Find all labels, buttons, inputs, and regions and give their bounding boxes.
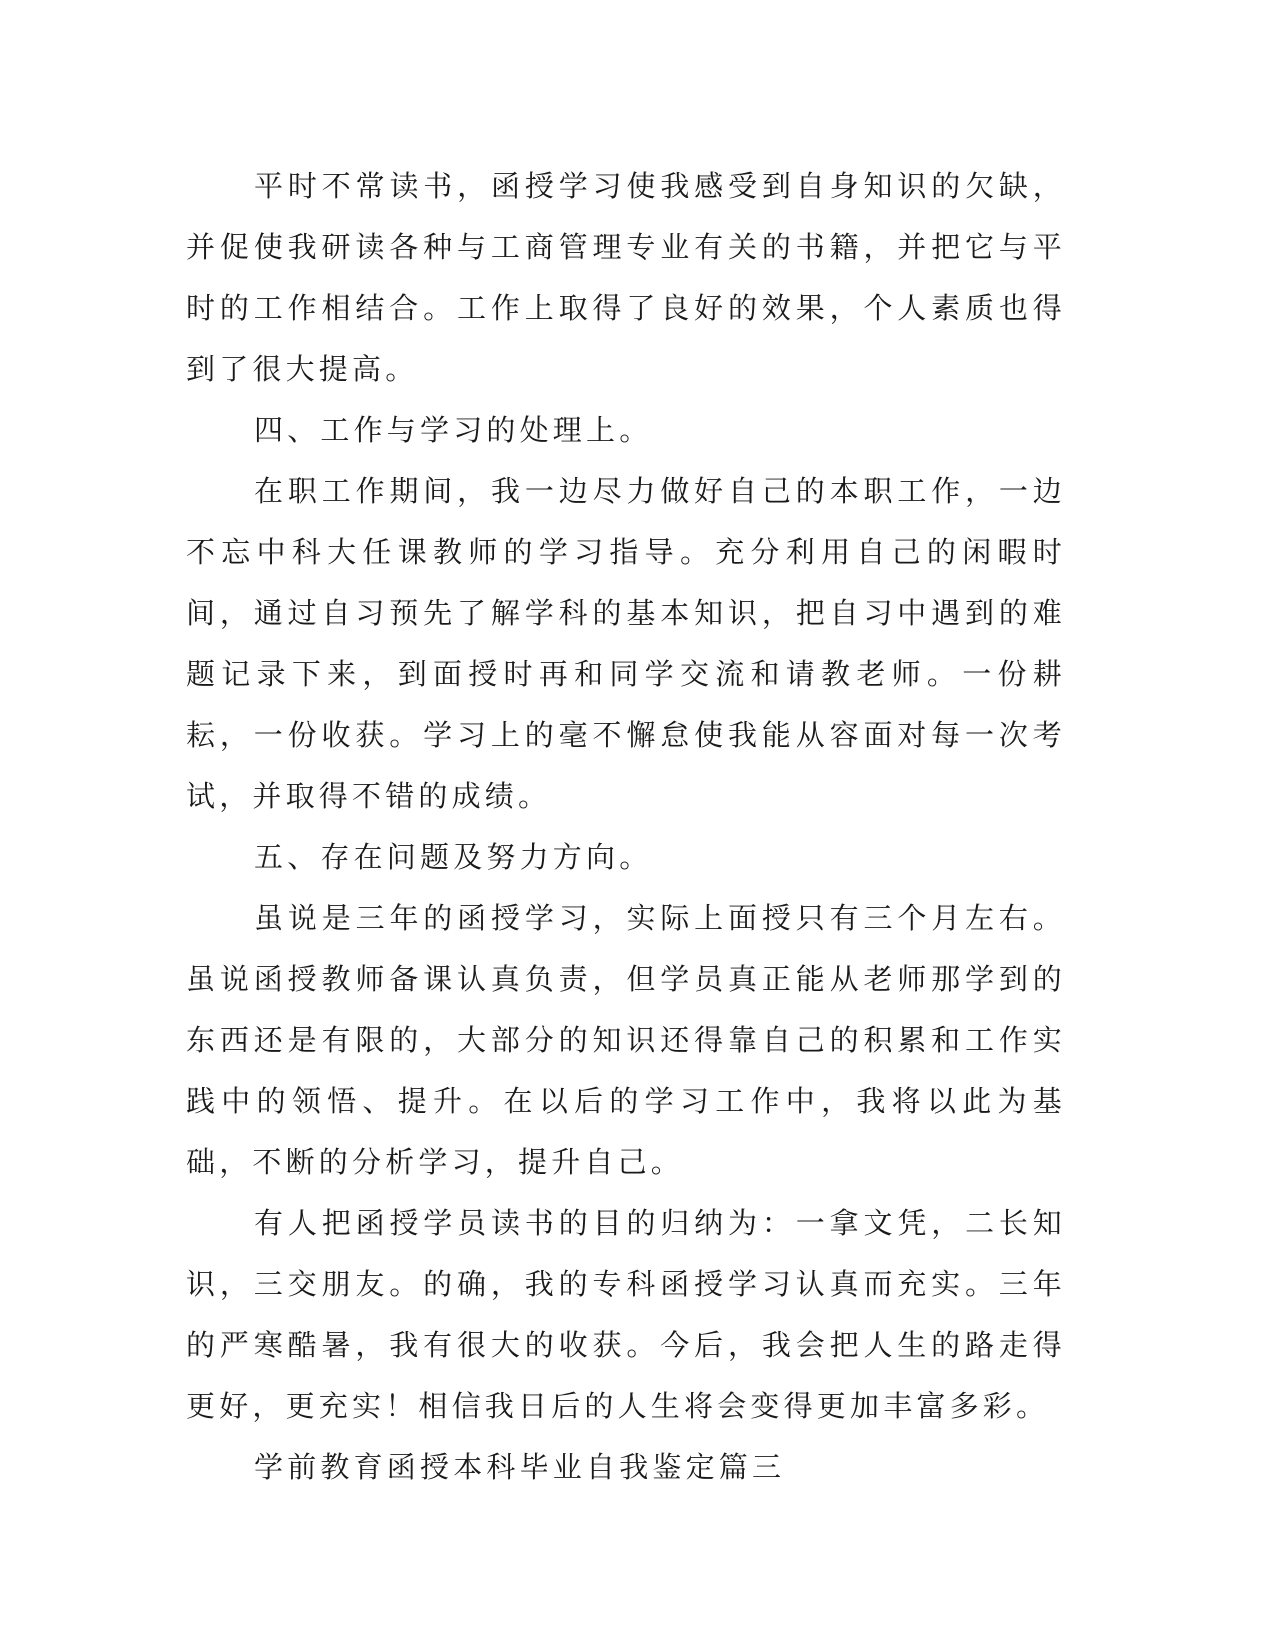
paragraph-conclusion: 有人把函授学员读书的目的归纳为：一拿文凭，二长知识，三交朋友。的确，我的专科函授学习认真而充实。三年的严寒酷暑，我有很大的收获。今后，我会把人生的路走得更好，更充实！相信我日后的人生将会变得更加丰富多彩。 [186,1206,1066,1423]
section-heading-problems: 五、存在问题及努力方向。 [254,840,653,874]
paragraph-problems-direction: 虽说是三年的函授学习，实际上面授只有三个月左右。虽说函授教师备课认真负责，但学员真正能从老师那学到的东西还是有限的，大部分的知识还得靠自己的积累和工作实践中的领悟、提升。在以后的学习工作中，我将以此为基础，不断的分析学习，提升自己。 [186,901,1066,1179]
paragraph-work-study-balance: 在职工作期间，我一边尽力做好自己的本职工作，一边不忘中科大任课教师的学习指导。充分利用自己的闲暇时间，通过自习预先了解学科的基本知识，把自习中遇到的难题记录下来，到面授时再和同学交流和请教老师。一份耕耘，一份收获。学习上的毫不懈怠使我能从容面对每一次考试，并取得不错的成绩。 [186,474,1066,813]
document-body [186,156,1066,1498]
paragraph-reading-benefits: 平时不常读书，函授学习使我感受到自身知识的欠缺，并促使我研读各种与工商管理专业有关的书籍，并把它与平时的工作相结合。工作上取得了良好的效果，个人素质也得到了很大提高。 [186,169,1066,386]
section-heading-work-study: 四、工作与学习的处理上。 [254,413,653,447]
next-article-title: 学前教育函授本科毕业自我鉴定篇三 [254,1450,786,1484]
